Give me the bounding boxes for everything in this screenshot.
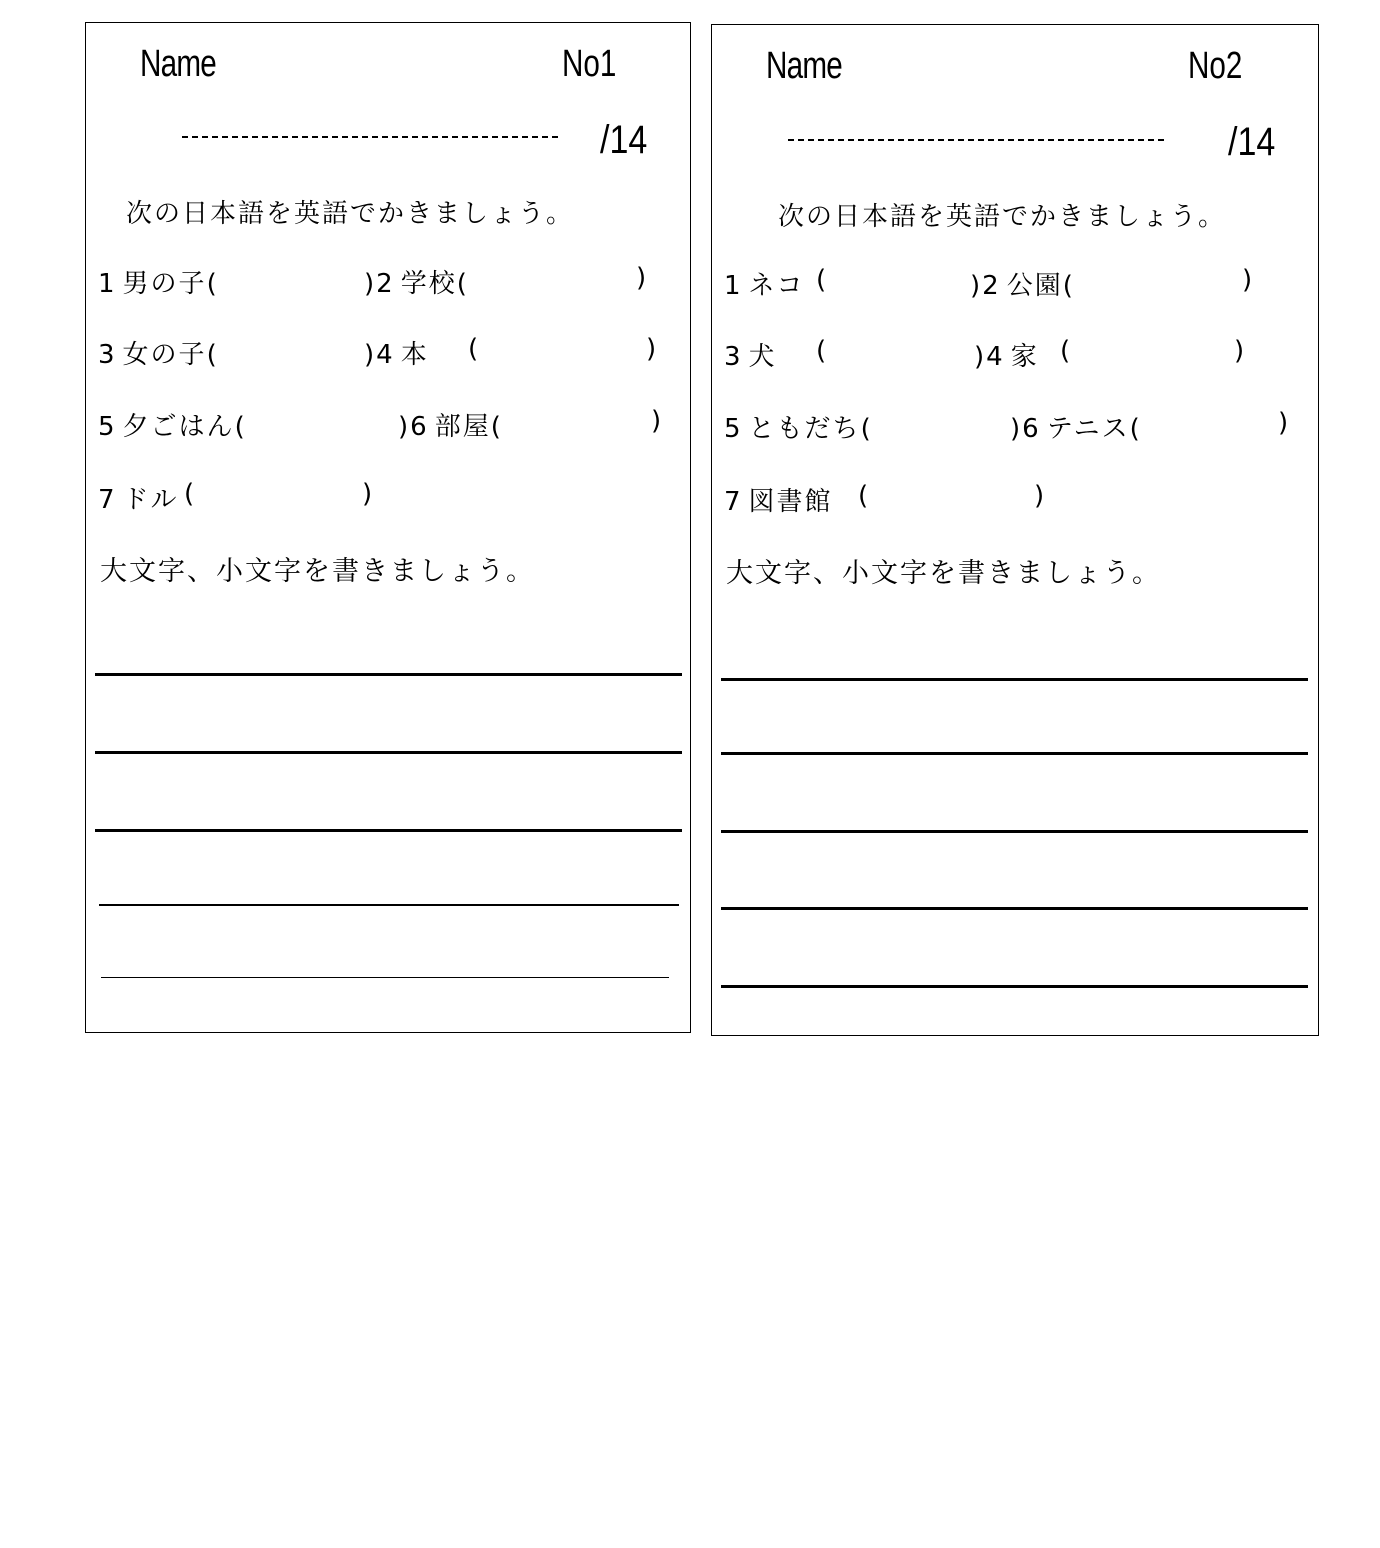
question-word: ともだち [748, 414, 861, 444]
question-number: 1 [98, 269, 117, 299]
answer-paren-close: ) [636, 263, 649, 293]
answer-paren-close: ) [1010, 414, 1023, 444]
translate-instruction: 次の日本語を英語でかきましょう。 [778, 202, 1227, 232]
question-number: 6 [1022, 414, 1041, 444]
question-number: 6 [410, 412, 429, 442]
name-blank-dashed-line[interactable] [182, 136, 558, 138]
writing-line[interactable] [95, 829, 682, 832]
question-item[interactable] [724, 408, 873, 445]
answer-paren-open: ( [816, 265, 829, 295]
question-word: 犬 [748, 342, 777, 372]
question-word: ドル [122, 485, 179, 515]
writing-line[interactable] [721, 678, 1308, 681]
answer-paren-open: ( [816, 336, 829, 366]
answer-paren-close: ) [1034, 481, 1047, 511]
translate-instruction: 次の日本語を英語でかきましょう。 [126, 199, 575, 229]
question-word: テニス [1046, 414, 1130, 444]
question-number: 5 [98, 412, 117, 442]
question-number: 4 [986, 342, 1005, 372]
question-number: 1 [724, 271, 743, 301]
question-number: 4 [376, 340, 395, 370]
answer-paren-open: ( [1062, 271, 1075, 301]
question-word: 家 [1010, 342, 1039, 372]
question-item[interactable] [364, 263, 469, 300]
writing-line[interactable] [95, 751, 682, 754]
answer-paren-close: ) [1234, 336, 1247, 366]
question-number: 3 [98, 340, 117, 370]
question-item[interactable] [724, 265, 805, 302]
name-label: Name [766, 45, 842, 87]
question-number: 7 [724, 487, 743, 517]
answer-paren-close: ) [646, 334, 659, 364]
writing-line[interactable] [95, 673, 682, 676]
question-item[interactable] [98, 263, 219, 300]
answer-paren-open: ( [1129, 414, 1142, 444]
name-label: Name [140, 43, 216, 85]
question-number: 5 [724, 414, 743, 444]
question-word: 本 [400, 340, 429, 370]
question-number: 2 [376, 269, 395, 299]
question-item[interactable] [724, 336, 777, 373]
question-number: 7 [98, 485, 117, 515]
answer-paren-close: ) [970, 271, 983, 301]
answer-paren-close: ) [364, 340, 377, 370]
question-item[interactable] [98, 406, 247, 443]
question-word: 夕ごはん [122, 412, 235, 442]
answer-paren-open: ( [206, 340, 219, 370]
answer-paren-open: ( [234, 412, 247, 442]
answer-paren-open: ( [858, 481, 871, 511]
answer-paren-close: ) [651, 406, 664, 436]
question-number: 2 [982, 271, 1001, 301]
writing-line[interactable] [721, 907, 1308, 910]
answer-paren-open: ( [468, 334, 481, 364]
answer-paren-close: ) [364, 269, 377, 299]
answer-paren-close: ) [1242, 265, 1255, 295]
answer-paren-close: ) [1278, 408, 1291, 438]
question-word: ネコ [748, 271, 805, 301]
question-item[interactable] [1010, 408, 1142, 445]
question-word: 部屋 [434, 412, 491, 442]
question-word: 公園 [1006, 271, 1063, 301]
worksheet-card-no2 [711, 24, 1319, 1036]
question-word: 男の子 [122, 269, 207, 299]
writing-line[interactable] [721, 752, 1308, 755]
worksheet-card-no1 [85, 22, 691, 1033]
answer-paren-open: ( [1060, 336, 1073, 366]
score-total: /14 [600, 118, 648, 162]
answer-paren-close: ) [974, 342, 987, 372]
question-number: 3 [724, 342, 743, 372]
answer-paren-close: ) [362, 479, 375, 509]
name-blank-dashed-line[interactable] [788, 139, 1164, 141]
answer-paren-close: ) [398, 412, 411, 442]
writing-line[interactable] [99, 904, 679, 906]
question-item[interactable] [974, 336, 1039, 373]
writing-instruction: 大文字、小文字を書きましょう。 [726, 558, 1161, 589]
writing-instruction: 大文字、小文字を書きましょう。 [100, 556, 535, 587]
answer-paren-open: ( [184, 479, 197, 509]
answer-paren-open: ( [456, 269, 469, 299]
writing-line[interactable] [721, 830, 1308, 833]
question-word: 女の子 [122, 340, 207, 370]
question-word: 学校 [400, 269, 457, 299]
question-item[interactable] [724, 481, 833, 518]
question-item[interactable] [364, 334, 429, 371]
writing-line[interactable] [721, 985, 1308, 988]
score-total: /14 [1228, 120, 1276, 164]
card-number: No1 [562, 43, 617, 85]
question-item[interactable] [98, 334, 219, 371]
question-item[interactable] [398, 406, 503, 443]
question-item[interactable] [970, 265, 1075, 302]
writing-line[interactable] [101, 977, 669, 978]
answer-paren-open: ( [860, 414, 873, 444]
question-word: 図書館 [748, 487, 833, 517]
answer-paren-open: ( [490, 412, 503, 442]
question-item[interactable] [98, 479, 179, 516]
answer-paren-open: ( [206, 269, 219, 299]
card-number: No2 [1188, 45, 1243, 87]
